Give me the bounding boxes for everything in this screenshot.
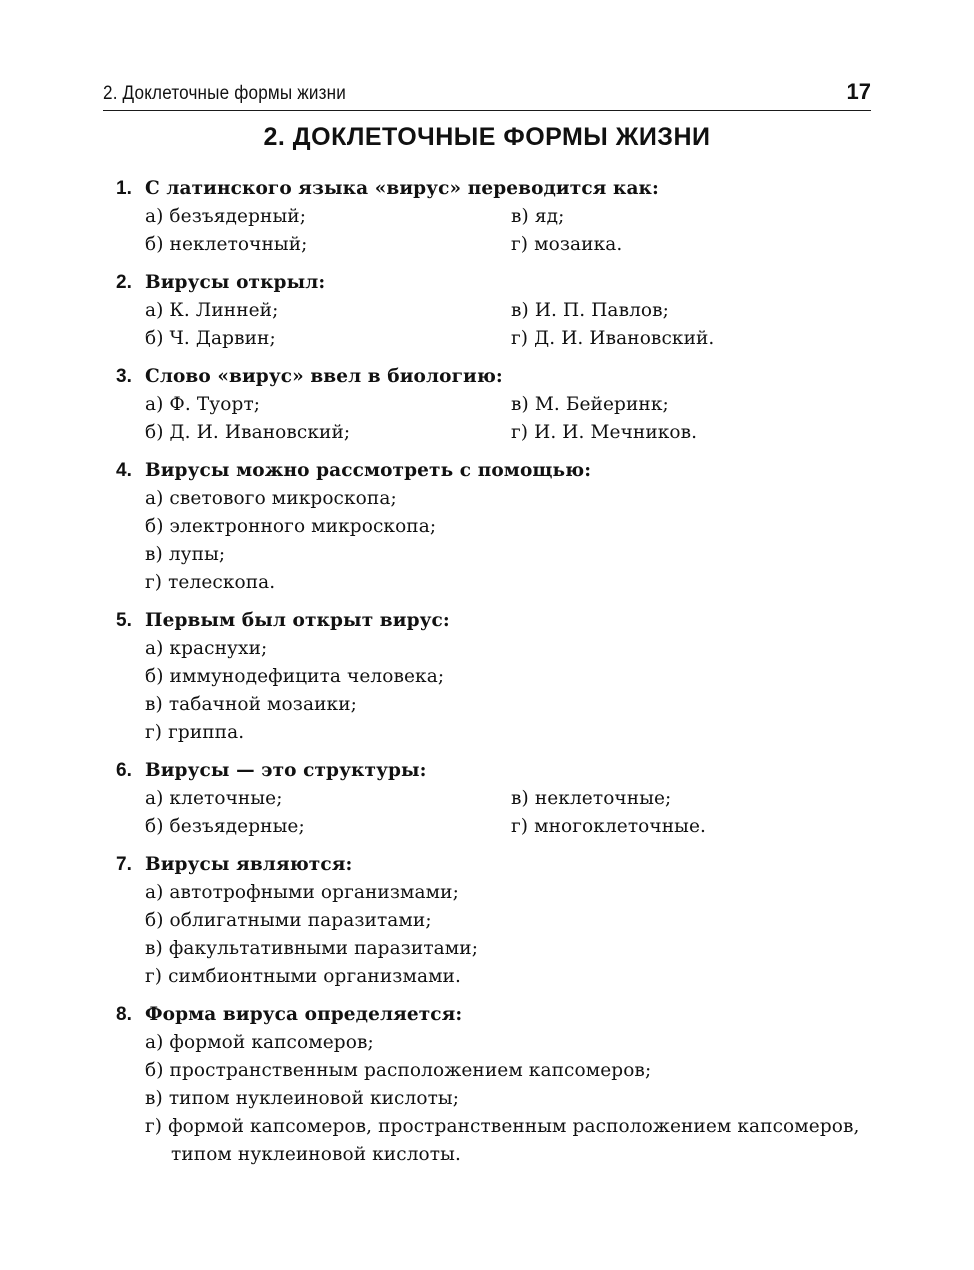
question-2 [116,269,876,353]
option-b: б) иммунодефицита человека; [145,666,445,687]
page-number: 17 [846,79,871,104]
option-a: а) Ф. Туорт; [145,394,261,415]
options [145,391,876,447]
question-text: Первым был открыт вирус: [145,610,450,631]
option-b: б) пространственным расположением капсомеров; [145,1060,652,1081]
question-5 [116,607,876,747]
option-g: г) гриппа. [145,722,245,743]
question-6 [116,757,876,841]
options [145,635,876,747]
options [145,879,876,991]
section-title: 2. Доклеточные формы жизни [103,83,346,104]
option-b: б) Ч. Дарвин; [145,328,276,349]
option-a: а) краснухи; [145,638,268,659]
question-number: 7. [116,854,132,875]
options [145,785,876,841]
options [145,1029,876,1169]
option-a: а) безъядерный; [145,206,307,227]
running-header [103,78,871,111]
option-v: в) лупы; [145,544,226,565]
question-text: Форма вируса определяется: [145,1004,463,1025]
option-g: г) мозаика. [511,234,623,255]
option-a: а) формой капсомеров; [145,1032,374,1053]
question-text: Слово «вирус» ввел в биологию: [145,366,503,387]
option-a: а) автотрофными организмами; [145,882,459,903]
question-3 [116,363,876,447]
option-v: в) И. П. Павлов; [511,300,670,321]
option-b: б) Д. И. Ивановский; [145,422,351,443]
question-4 [116,457,876,597]
question-number: 5. [116,610,132,631]
question-text: С латинского языка «вирус» переводится как: [145,178,659,199]
option-v: в) факультативными паразитами; [145,938,479,959]
option-a: а) клеточные; [145,788,283,809]
question-text: Вирусы — это структуры: [145,760,427,781]
question-number: 4. [116,460,132,481]
option-g: г) многоклеточные. [511,816,707,837]
question-number: 1. [116,178,132,199]
option-v: в) М. Бейеринк; [511,394,669,415]
option-g: г) Д. И. Ивановский. [511,328,715,349]
question-list [116,175,876,1179]
question-number: 8. [116,1004,132,1025]
question-8 [116,1001,876,1169]
option-a: а) К. Линней; [145,300,279,321]
option-b: б) безъядерные; [145,816,305,837]
option-a: а) светового микроскопа; [145,488,397,509]
question-text: Вирусы являются: [145,854,353,875]
question-number: 6. [116,760,132,781]
option-g: г) И. И. Мечников. [511,422,698,443]
option-b: б) облигатными паразитами; [145,910,432,931]
question-number: 3. [116,366,132,387]
options [145,297,876,353]
question-number: 2. [116,272,132,293]
option-v: в) неклеточные; [511,788,672,809]
page-title: 2. ДОКЛЕТОЧНЫЕ ФОРМЫ ЖИЗНИ [263,123,711,151]
option-v: в) табачной мозаики; [145,694,357,715]
option-v: в) типом нуклеиновой кислоты; [145,1088,460,1109]
question-7 [116,851,876,991]
option-g: г) телескопа. [145,572,276,593]
question-text: Вирусы открыл: [145,272,326,293]
options [145,485,876,597]
question-1 [116,175,876,259]
options [145,203,876,259]
option-g: г) симбионтными организмами. [145,966,461,987]
question-text: Вирусы можно рассмотреть с помощью: [145,460,592,481]
option-g: г) формой капсомеров, пространственным расположением капсомеров, типом нуклеиновой кислоты. [145,1116,860,1165]
option-b: б) неклеточный; [145,234,308,255]
option-b: б) электронного микроскопа; [145,516,437,537]
option-v: в) яд; [511,206,565,227]
